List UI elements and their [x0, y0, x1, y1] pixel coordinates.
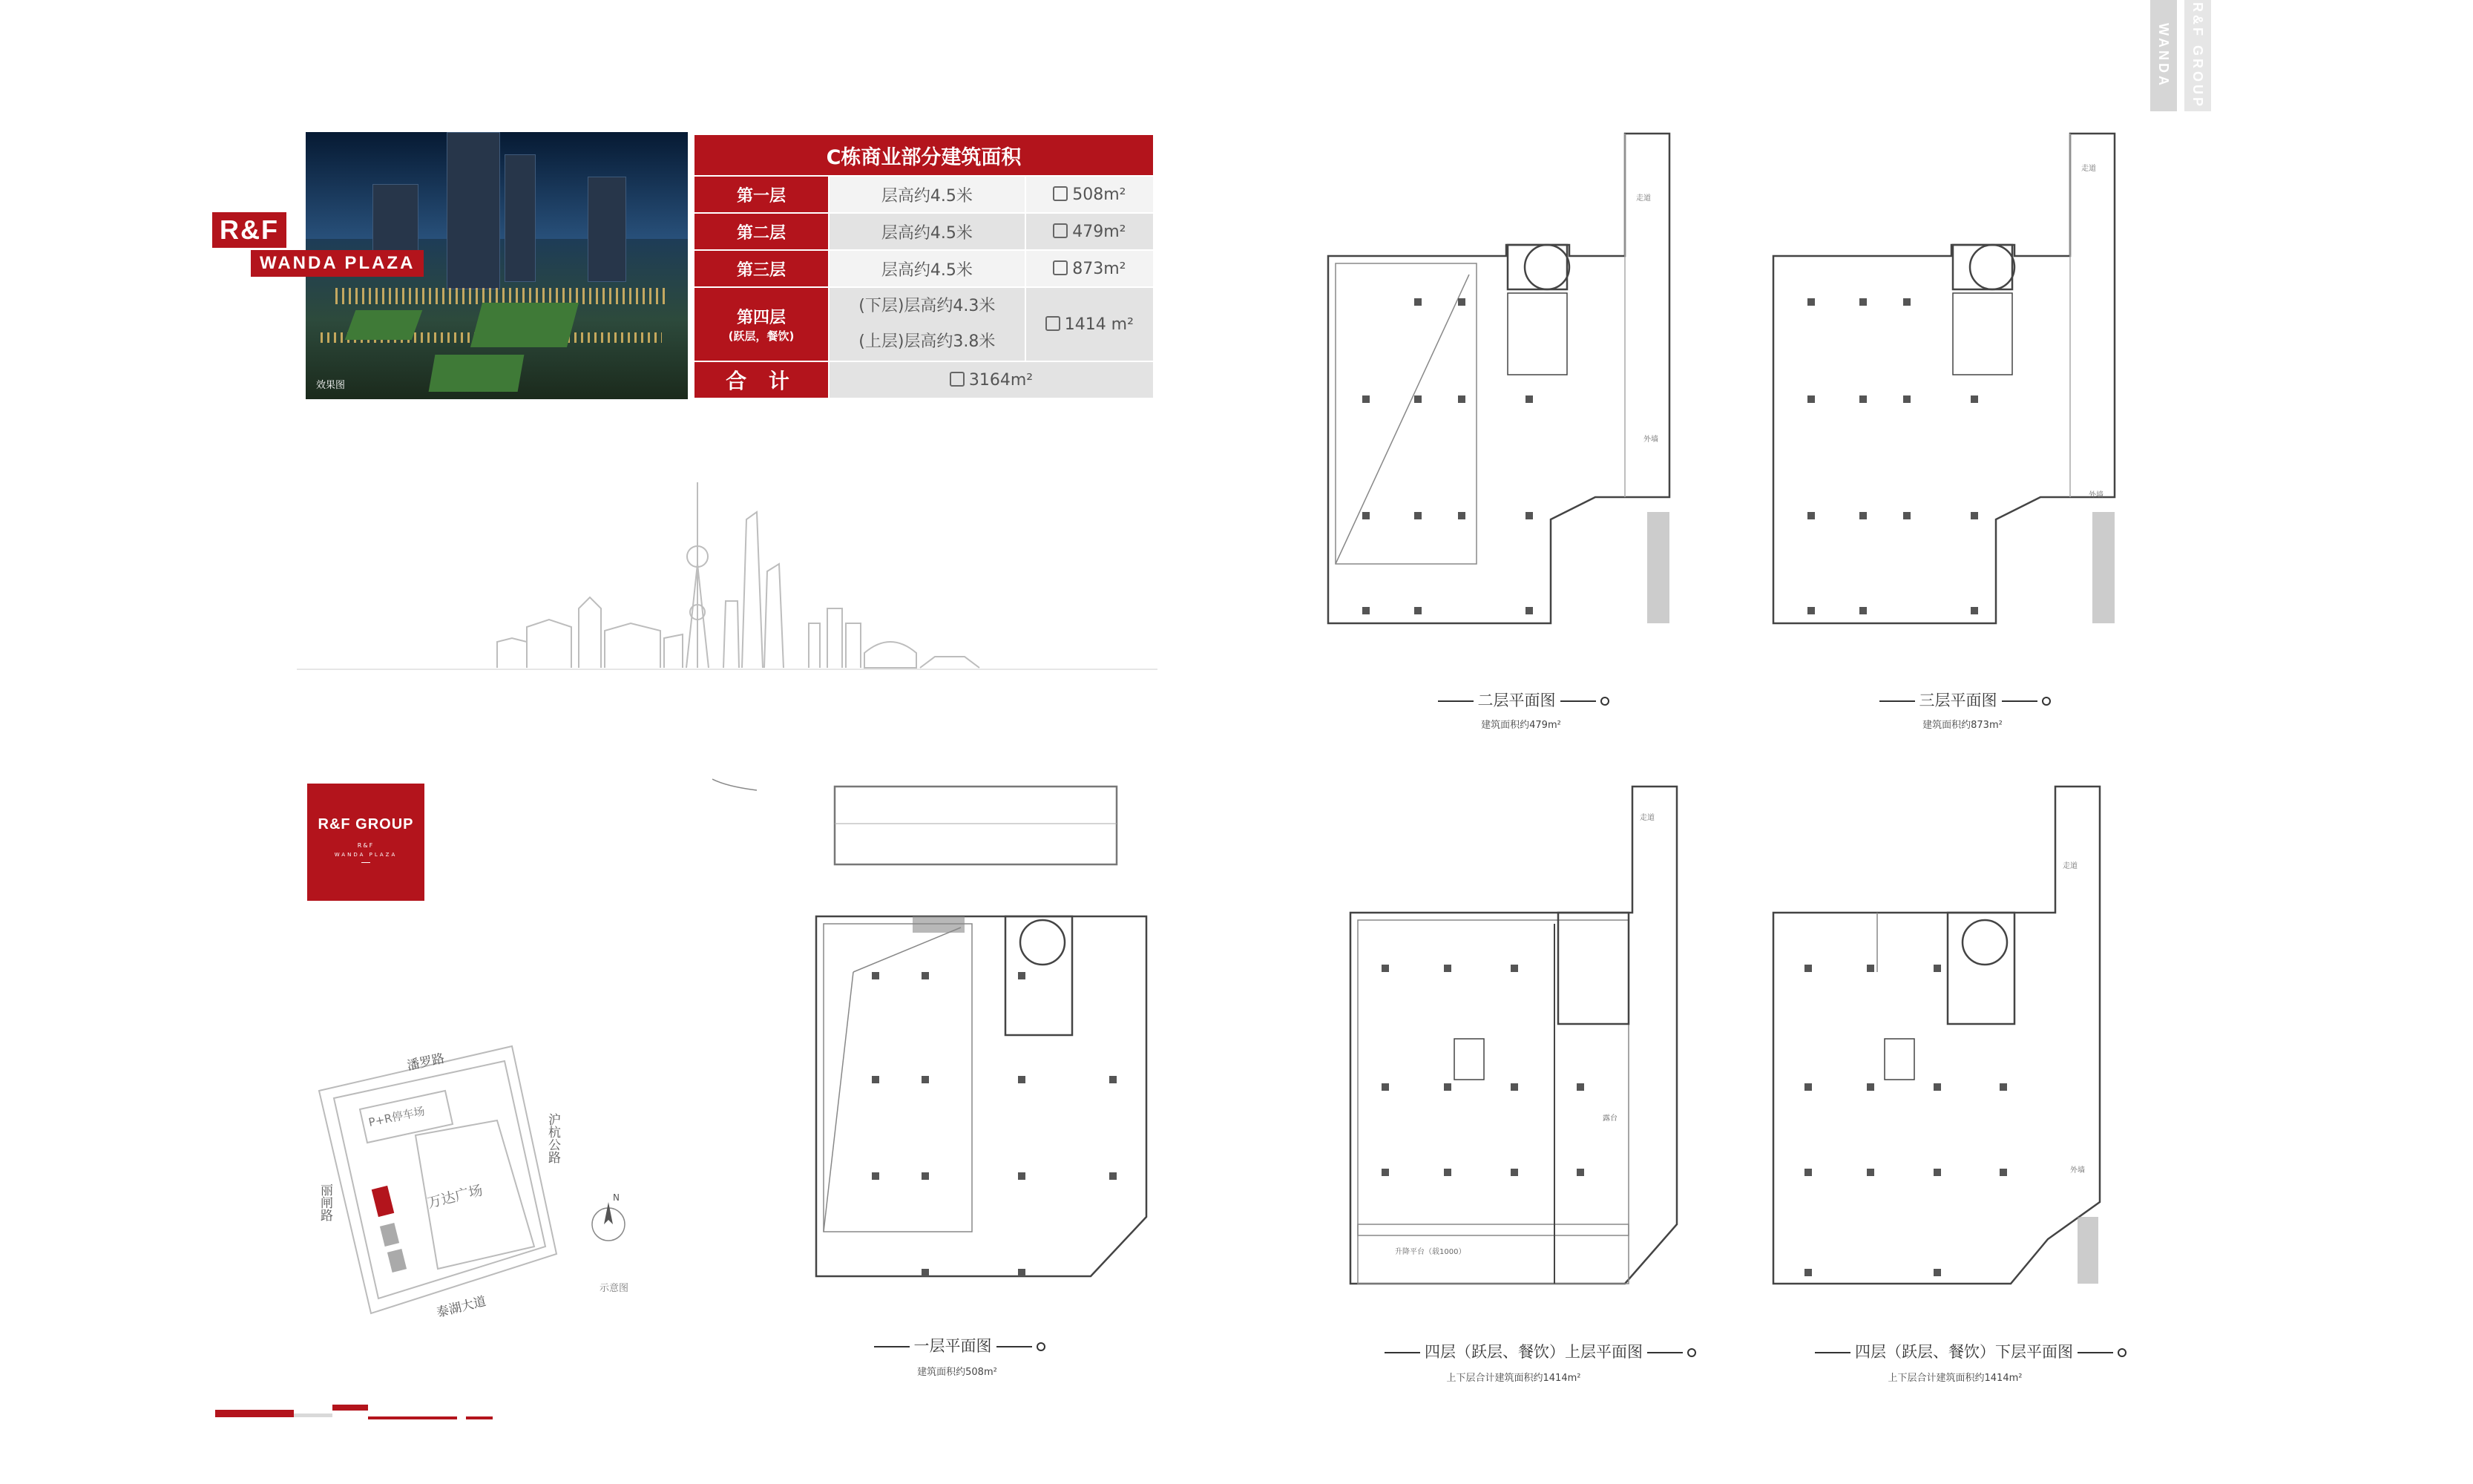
floor-area: 508m² [1072, 185, 1126, 204]
decor-bar [294, 1414, 332, 1417]
side-tab-group: R&F GROUP [2184, 0, 2211, 111]
table-title: C栋商业部分建筑面积 [694, 134, 1154, 176]
side-tab-wanda: WANDA PLAZA [2150, 0, 2177, 111]
plaza-label: 万达广场 [425, 1182, 485, 1212]
decor-bar [368, 1416, 457, 1419]
floor1-area: 建筑面积约508m² [917, 1367, 997, 1378]
floor4-upper-caption: 四层（跃层、餐饮）上层平面图 [1380, 1340, 1647, 1362]
floor-note: (跃层，餐饮) [728, 329, 795, 343]
area-icon [1053, 260, 1068, 275]
floor4-lower-caption: 四层（跃层、餐饮）下层平面图 [1810, 1340, 2100, 1362]
floor-height: 层高约4.5米 [829, 250, 1025, 287]
photo-tag: 效果图 [316, 380, 346, 391]
table-total-row [694, 361, 1154, 398]
floor-label: 第二层 [694, 213, 829, 250]
rf-logo: R&F [212, 212, 286, 248]
table-row [694, 176, 1154, 213]
table-row [694, 287, 1154, 361]
road-east-label: 沪杭公路 [545, 1113, 560, 1163]
road-west-label: 丽闸路 [318, 1183, 332, 1221]
floor4-lower-plan [1758, 779, 2159, 1291]
parking-label: P+R停车场 [367, 1104, 427, 1129]
floor-label: 第一层 [694, 176, 829, 213]
svg-text:走道: 走道 [2063, 862, 2078, 870]
svg-text:走道: 走道 [1636, 194, 1651, 203]
area-icon [1053, 186, 1068, 201]
card-title: R&F GROUP [318, 816, 414, 833]
floor4-upper-area: 上下层合计建筑面积约1414m² [1446, 1373, 1581, 1384]
floor-height: 层高约4.5米 [829, 176, 1025, 213]
decor-bar [215, 1410, 294, 1417]
card-line3: WANDA PLAZA [334, 852, 398, 858]
floor1-plan [712, 772, 1172, 1306]
decor-bar [466, 1416, 493, 1419]
road-north-label: 潘罗路 [405, 1051, 446, 1074]
site-c-building [372, 1186, 395, 1217]
site-location-map [297, 1039, 683, 1336]
wanda-plaza-logo: WANDA PLAZA [251, 250, 424, 277]
svg-text:外墙: 外墙 [1643, 436, 1658, 444]
floor-area: 873m² [1072, 259, 1126, 278]
card-line2: R&F [357, 842, 375, 849]
total-area: 3164m² [968, 370, 1034, 390]
side-tabs [2129, 0, 2221, 141]
rf-group-card [307, 784, 424, 901]
area-icon [1045, 316, 1060, 331]
floor4-lower-area: 上下层合计建筑面积约1414m² [1888, 1373, 2023, 1384]
decor-bar [332, 1405, 368, 1411]
floor-area: 1414 m² [1064, 315, 1134, 334]
svg-text:升降平台（载1000）: 升降平台（载1000） [1395, 1248, 1466, 1256]
floor2-plan [1313, 126, 1729, 646]
area-icon [1053, 223, 1068, 238]
area-icon [950, 372, 965, 387]
svg-text:走道: 走道 [1640, 814, 1655, 822]
floor3-area: 建筑面积约873m² [1922, 720, 2003, 731]
floor2-caption: 二层平面图 [1425, 689, 1618, 711]
north-arrow-icon [592, 1192, 625, 1241]
road-south-label: 泰湖大道 [435, 1293, 488, 1321]
svg-text:外墙: 外墙 [2070, 1166, 2085, 1175]
svg-text:N: N [613, 1192, 620, 1203]
table-row [694, 250, 1154, 287]
floor-height-lower: (下层)层高约4.3米 [858, 297, 996, 315]
svg-text:露台: 露台 [1603, 1114, 1618, 1123]
city-skyline-illustration [297, 475, 1157, 675]
svg-text:走道: 走道 [2081, 165, 2096, 173]
floor-height-upper: (上层)层高约3.8米 [858, 332, 996, 351]
floor3-plan [1758, 126, 2174, 646]
floor-label: 第三层 [694, 250, 829, 287]
table-row [694, 213, 1154, 250]
floor3-caption: 三层平面图 [1866, 689, 2059, 711]
svg-text:外墙: 外墙 [2089, 491, 2103, 499]
floor-label: 第四层 [736, 309, 786, 327]
floor1-caption: 一层平面图 [861, 1334, 1054, 1356]
floor4-upper-plan [1336, 779, 1721, 1291]
total-label: 合 计 [694, 361, 829, 398]
floor-area: 479m² [1072, 222, 1126, 241]
floor2-area: 建筑面积约479m² [1481, 720, 1561, 731]
floor-height: 层高约4.5米 [829, 213, 1025, 250]
map-legend: 示意图 [600, 1283, 629, 1294]
area-table [693, 134, 1155, 399]
